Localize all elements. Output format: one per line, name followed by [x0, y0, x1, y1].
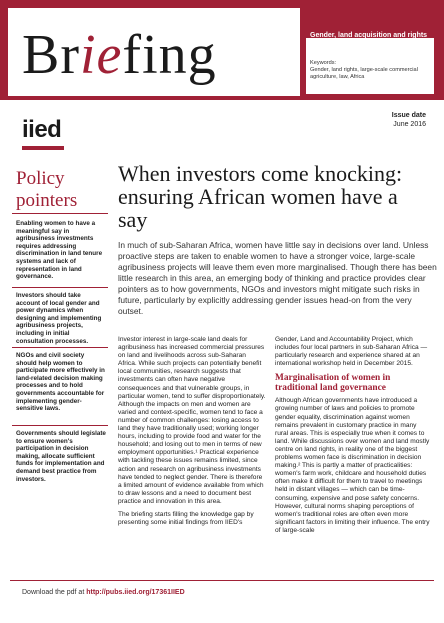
policy-pointers-rule: [12, 213, 108, 214]
policy-pointer: NGOs and civil society should help women to participate more effectively in land-related decision making processes and to hold governments accountable for implementing gender-sensitive laws.: [16, 352, 105, 413]
body-paragraph: Although African governments have introduced a growing number of laws and policies to promote gender equality, discrimination against women remains prevalent in customary practice in many rural areas. This is especially true when it comes to land. While discussions over women and land mostly centre on land rights, in reality one of the biggest problems women face is discrimination in decision making.² This is partly a matter of practicalities: women's farm work, childcare and household duties often make it difficult for them to travel to meetings held in distant villages — which can be time-consuming, expensive and pose safety concerns. However, cultural norms shaping perceptions of women's traditional roles are often even more significant factors in limiting their influence. The entry of large-scale: [275, 397, 430, 534]
brand-suffix: fing: [122, 24, 217, 86]
footer-rule: [10, 580, 434, 581]
body-column-2: [275, 336, 431, 540]
keywords-text: Gender, land rights, large-scale commercial agriculture, law, Africa: [310, 67, 418, 80]
issue-date: June 2016: [393, 121, 426, 128]
policy-pointers-title: Policy pointers: [16, 168, 78, 211]
issue-date-label: Issue date: [391, 112, 426, 119]
briefing-wordmark: [22, 25, 217, 85]
policy-pointer: Investors should take account of local gender and power dynamics when designing and implementing agribusiness projects, including in initial consultation processes.: [16, 292, 102, 345]
logo-underline: [22, 146, 64, 150]
policy-divider: [12, 287, 108, 288]
keywords-label: Keywords:: [310, 60, 337, 66]
topic-box: [306, 38, 434, 94]
download-link[interactable]: http://pubs.iied.org/17361IIED: [86, 589, 185, 596]
body-column-1: [118, 336, 266, 532]
topic-title: Gender, land acquisition and rights: [310, 32, 428, 39]
body-paragraph: Investor interest in large-scale land deals for agribusiness has increased commercial pressures on land and livelihoods across sub-Saharan Africa. While such projects can potentially benefit local communities, research suggests that investments can often have negative consequences and that vulnerable groups, in particular women, tend to suffer disproportionately. Although the impacts on men and women are varied and context-specific, women tend to face a number of common challenges: losing access to land they have traditionally used; working longer hours, including to provide food and water for the household; and losing out to men in terms of new employment opportunities.¹ Practical experience with tackling these issues remains limited, since action and research on agribusiness investments have tended to neglect gender. There is therefore a limited amount of evidence available from which to draw lessons and a need to document best practice and innovation in this area.: [118, 336, 266, 505]
iied-logo: iied: [22, 116, 62, 143]
policy-divider: [12, 425, 108, 426]
brand-prefix: Br: [22, 24, 80, 86]
body-paragraph: The briefing starts filling the knowledge gap by presenting some initial findings from IIED's: [118, 510, 254, 527]
article-title: When investors come knocking: ensuring African women have a say: [118, 161, 403, 232]
footer-prefix: Download the pdf at: [22, 589, 85, 596]
policy-divider: [12, 347, 108, 348]
policy-pointer: Governments should legislate to ensure women's participation in decision making, allocate sufficient funds for implementation and demand best practice from investors.: [16, 430, 106, 483]
section-subhead: Marginalisation of women in traditional land governance: [275, 373, 391, 394]
article-lede: In much of sub-Saharan Africa, women have little say in decisions over land. Unless proactive steps are taken to enable women to have a stronger voice, large-scale agribusiness projects will leave them even more marginalised. Though there has been little research in this area, an emerging body of thinking and practice provides clear pointers as to how governments, NGOs and investors might mitigate such risks in future, particularly by explicitly addressing gender issues head-on from the very outset.: [118, 240, 437, 316]
body-paragraph: Gender, Land and Accountability Project, which includes four local partners in sub-Saharan Africa — particularly research and experience shared at an international workshop held in December 2015.: [275, 336, 428, 368]
footer: [22, 589, 185, 596]
policy-pointer: Enabling women to have a meaningful say in agribusiness investments requires addressing discrimination in land tenure systems and lack of representation in land governance.: [16, 220, 103, 281]
brand-accent: ie: [80, 24, 123, 86]
